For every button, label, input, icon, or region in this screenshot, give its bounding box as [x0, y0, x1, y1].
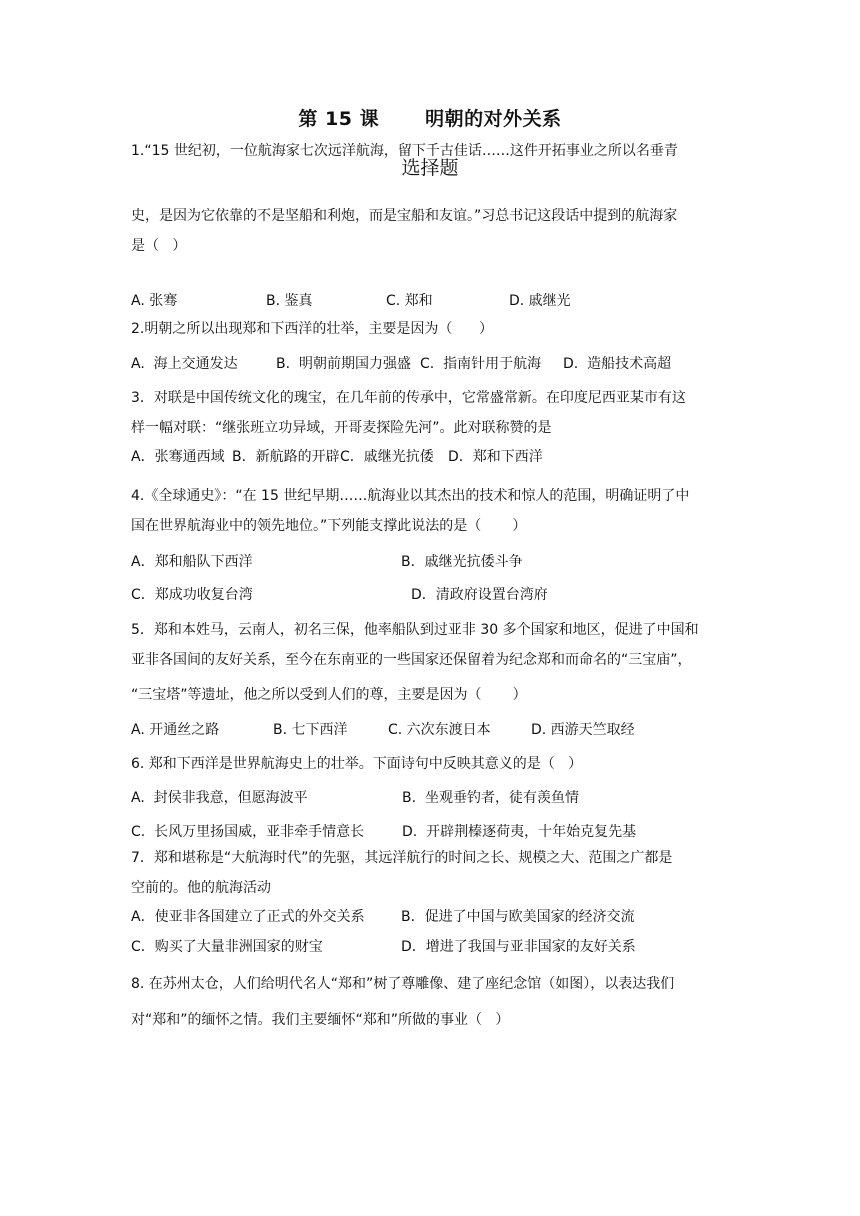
question-4-option-d: D．清政府设置台湾府 [411, 587, 548, 603]
question-1-option-a: A. 张骞 [131, 293, 178, 309]
question-4-option-a: A．郑和船队下西洋 [131, 554, 253, 570]
question-4-line-2: 国在世界航海业中的领先地位。”下列能支撑此说法的是（ ） [131, 518, 527, 534]
question-6-line-1: 6. 郑和下西洋是世界航海史上的壮举。下面诗句中反映其意义的是（ ） [131, 756, 583, 772]
question-7-option-c: C．购买了大量非洲国家的财宝 [131, 939, 323, 955]
question-4-option-b: B．戚继光抗倭斗争 [401, 554, 523, 570]
question-3-line-1: 3．对联是中国传统文化的瑰宝，在几年前的传承中，它常盛常新。在印度尼西亚某市有这 [131, 390, 686, 406]
question-5-option-a: A. 开通丝之路 [131, 722, 220, 738]
question-5-line-1: 5．郑和本姓马，云南人，初名三保，他率船队到过亚非 30 多个国家和地区，促进了中国和 [131, 622, 699, 638]
question-3-option-a: A．张骞通西域 [131, 449, 225, 465]
question-6-option-a: A. 封侯非我意，但愿海波平 [131, 790, 308, 806]
page-title [0, 104, 860, 131]
question-5-line-3: “三宝塔”等遗址，他之所以受到人们的尊，主要是因为（ ） [131, 687, 527, 703]
question-1-option-c: C. 郑和 [386, 293, 433, 309]
question-6-option-d: D. 开辟荆榛逐荷夷，十年始克复先基 [402, 824, 637, 840]
question-2-option-a: A. 海上交通发达 [131, 356, 238, 372]
question-3-option-d: D．郑和下西洋 [448, 449, 543, 465]
question-5-option-d: D. 西游天竺取经 [531, 722, 635, 738]
question-7-line-1: 7．郑和堪称是“大航海时代”的先驱，其远洋航行的时间之长、规模之大、范围之广都是 [131, 850, 673, 866]
question-7-option-b: B．促进了中国与欧美国家的经济交流 [401, 909, 635, 925]
question-1-line-2: 史，是因为它依靠的不是坚船和利炮，而是宝船和友谊。”习总书记这段话中提到的航海家 [131, 208, 678, 224]
question-4-option-c: C．郑成功收复台湾 [131, 587, 253, 603]
question-5-option-b: B. 七下西洋 [273, 722, 348, 738]
question-3-line-2: 样一幅对联：“继张班立功异域，开哥麦探险先河”。此对联称赞的是 [131, 420, 552, 436]
question-1-option-d: D. 戚继光 [509, 293, 571, 309]
question-7-option-d: D．增进了我国与亚非国家的友好关系 [401, 939, 636, 955]
question-2-line-1: 2.明朝之所以出现郑和下西洋的壮举，主要是因为（ ） [131, 321, 494, 337]
question-7-line-2: 空前的。他的航海活动 [131, 880, 271, 896]
question-3-option-c: C．戚继光抗倭 [340, 449, 434, 465]
section-heading: 选择题 [401, 157, 459, 179]
question-1-line-3: 是（ ） [131, 238, 187, 254]
question-4-line-1: 4.《全球通史》：“在 15 世纪早期……航海业以其杰出的技术和惊人的范围，明确证明了中 [131, 488, 690, 504]
question-6-option-b: B. 坐观垂钓者，徒有羡鱼情 [402, 790, 579, 806]
question-2-option-b: B. 明朝前期国力强盛 [276, 356, 411, 372]
question-1-option-b: B. 鉴真 [266, 293, 313, 309]
question-2-option-d: D. 造船技术高超 [563, 356, 672, 372]
question-2-option-c: C. 指南针用于航海 [420, 356, 542, 372]
question-5-line-2: 亚非各国间的友好关系，至今在东南亚的一些国家还保留着为纪念郑和而命名的“三宝庙”， [131, 652, 692, 668]
lesson-number: 第 15 课 [298, 108, 380, 130]
question-8-line-2: 对“郑和”的缅怀之情。我们主要缅怀“郑和”所做的事业（ ） [131, 1012, 510, 1028]
question-3-option-b: B．新航路的开辟 [232, 449, 340, 465]
question-7-option-a: A．使亚非各国建立了正式的外交关系 [131, 909, 365, 925]
question-6-option-c: C. 长风万里扬国威，亚非牵手情意长 [131, 824, 365, 840]
question-8-line-1: 8. 在苏州太仓，人们给明代名人“郑和”树了尊雕像、建了座纪念馆（如图），以表达我们 [131, 976, 675, 992]
question-5-option-c: C. 六次东渡日本 [388, 722, 491, 738]
question-1-line-1: 1.“15 世纪初，一位航海家七次远洋航海，留下千古佳话……这件开拓事业之所以名垂青 [131, 143, 678, 159]
lesson-title: 明朝的对外关系 [425, 108, 562, 130]
